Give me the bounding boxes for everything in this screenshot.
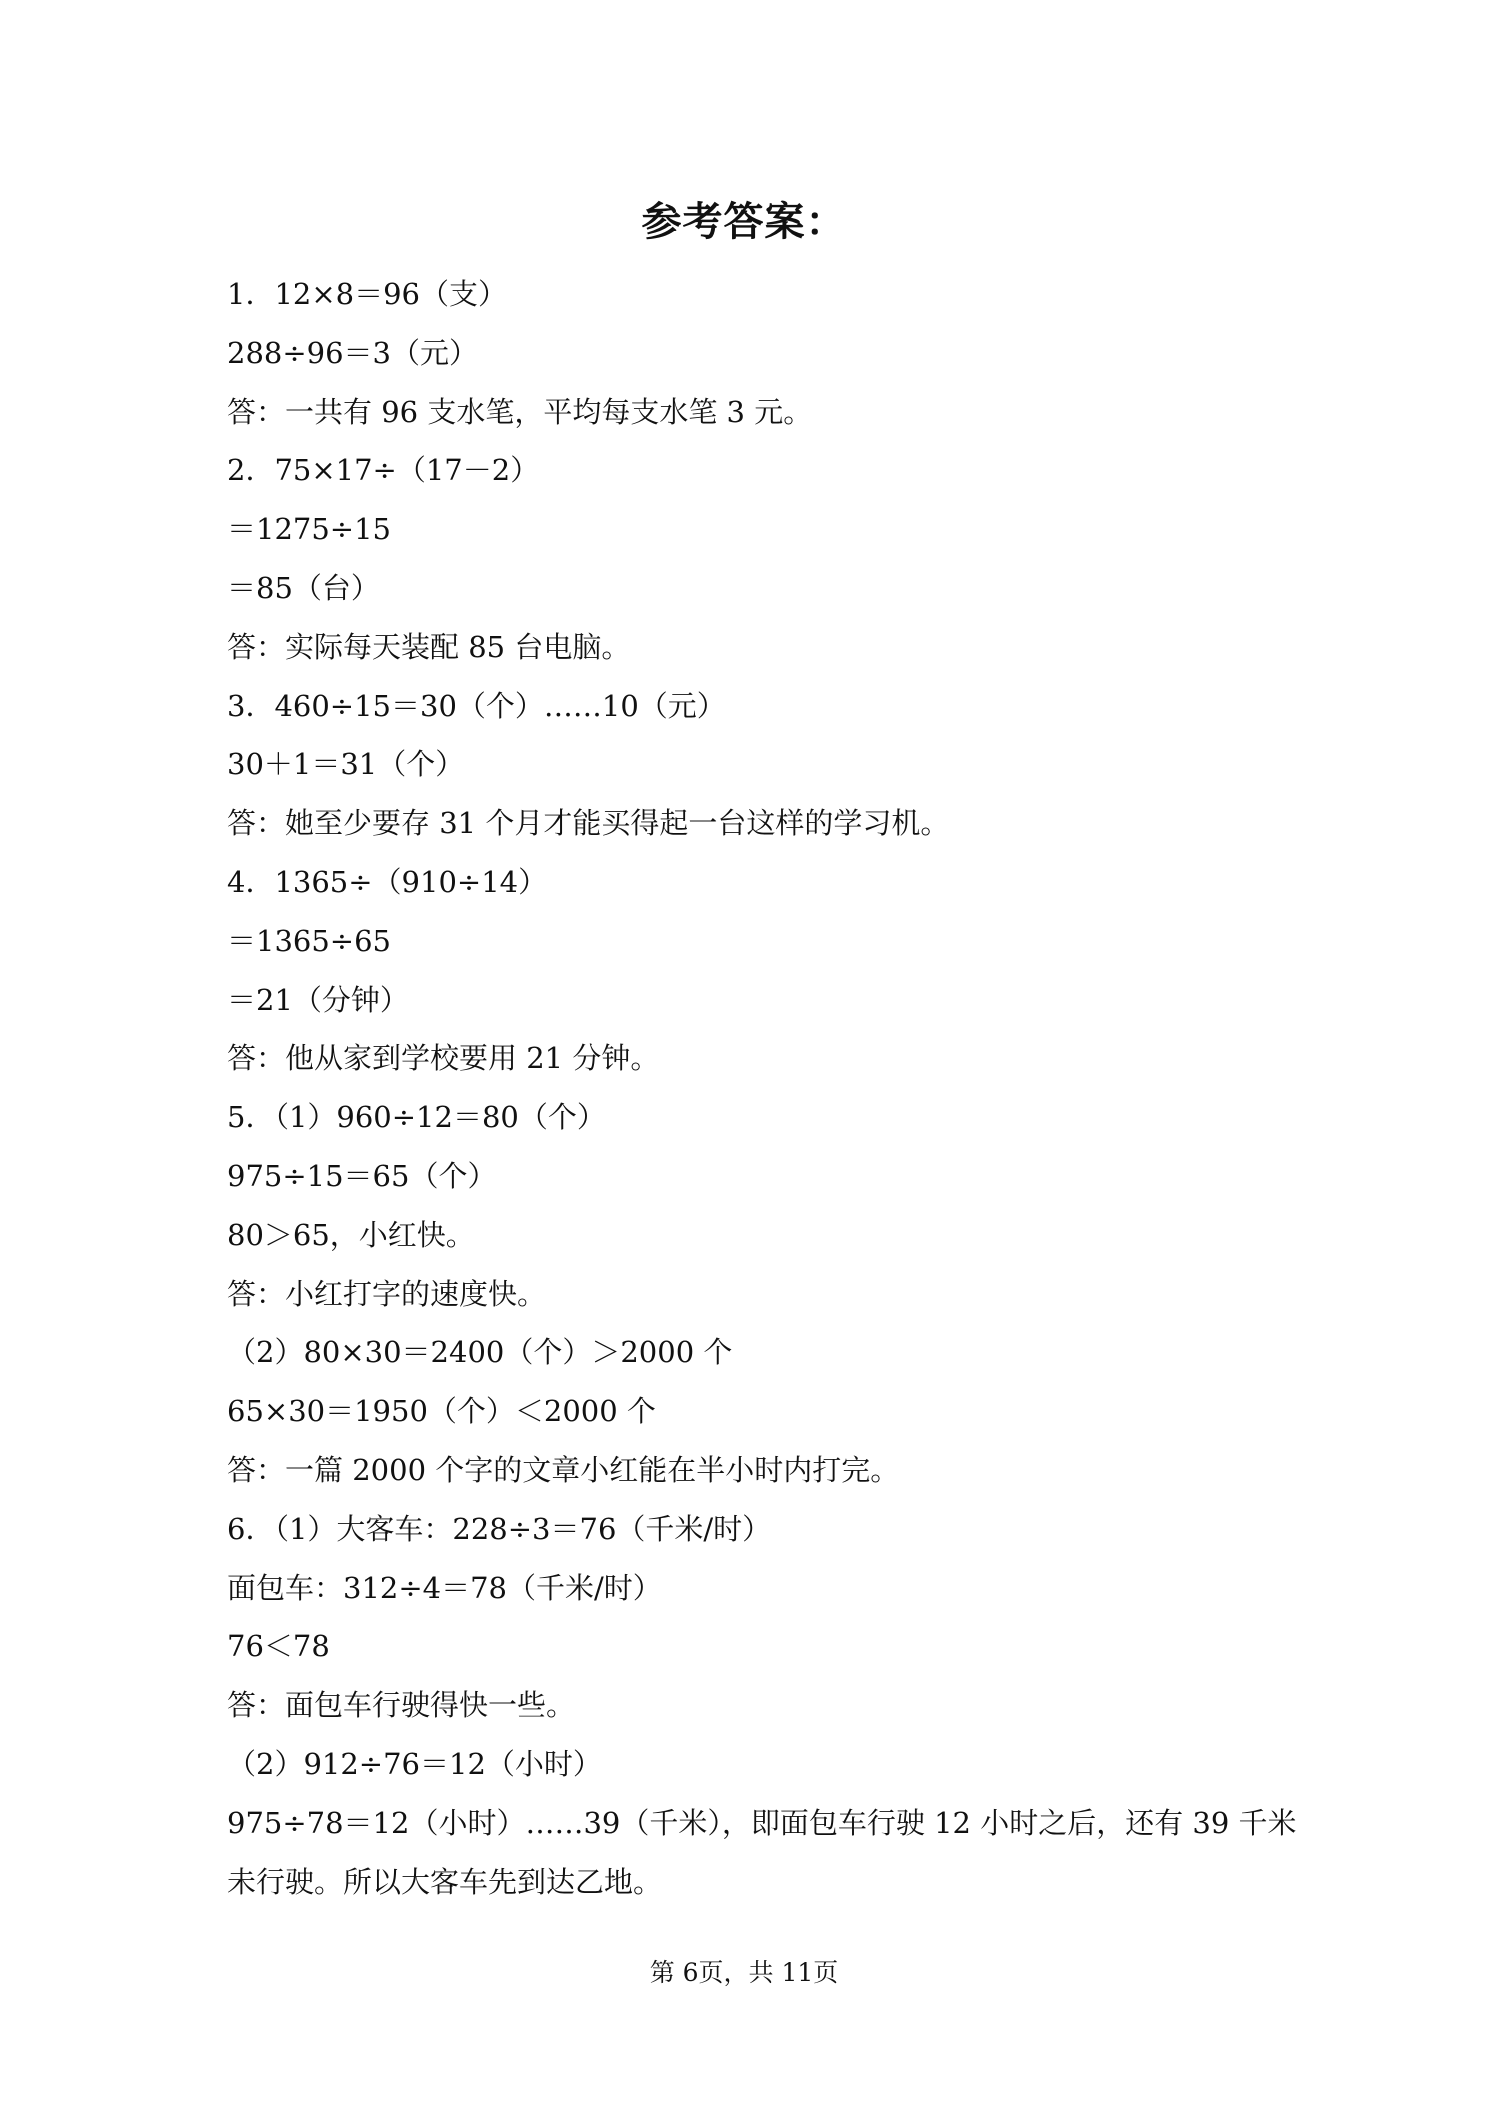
answer-line: 答：面包车行驶得快一些。 [227, 1688, 576, 1723]
answer-line: ＝1365÷65 [227, 923, 392, 958]
answer-line: 5．（1）960÷12＝80（个） [227, 1100, 606, 1135]
answer-line: 76＜78 [227, 1629, 330, 1664]
answer-line: 65×30＝1950（个）＜2000 个 [227, 1394, 656, 1429]
answer-line: 答：小红打字的速度快。 [227, 1276, 547, 1311]
answer-line: ＝85（台） [227, 570, 380, 605]
answer-line: ＝1275÷15 [227, 512, 392, 547]
answer-line: 288÷96＝3（元） [227, 335, 479, 370]
answer-line: 答：他从家到学校要用 21 分钟。 [227, 1041, 660, 1076]
answer-line: ＝21（分钟） [227, 982, 409, 1017]
answer-line: 3．460÷15＝30（个）……10（元） [227, 688, 726, 723]
answer-line: 30＋1＝31（个） [227, 747, 465, 782]
answer-line: 80＞65，小红快。 [227, 1217, 475, 1252]
page-title: 参考答案： [641, 199, 847, 245]
answer-line: 4．1365÷（910÷14） [227, 864, 548, 899]
answer-line: 答：一共有 96 支水笔，平均每支水笔 3 元。 [227, 394, 813, 429]
answer-line: 6．（1）大客车：228÷3＝76（千米/时） [227, 1511, 772, 1546]
answer-line: 2．75×17÷（17－2） [227, 453, 540, 488]
answer-line: （2）80×30＝2400（个）＞2000 个 [227, 1335, 733, 1370]
answer-line: 答：她至少要存 31 个月才能买得起一台这样的学习机。 [227, 806, 950, 841]
answer-line: 答：一篇 2000 个字的文章小红能在半小时内打完。 [227, 1452, 900, 1487]
answer-line: 答：实际每天装配 85 台电脑。 [227, 629, 631, 664]
answer-line: 面包车：312÷4＝78（千米/时） [227, 1570, 662, 1605]
answer-line: （2）912÷76＝12（小时） [227, 1746, 602, 1781]
page-footer: 第 6页，共 11页 [649, 1958, 839, 1987]
answer-content [227, 265, 1297, 1911]
answer-line: 1．12×8＝96（支） [227, 277, 508, 311]
answer-line: 975÷78＝12（小时）……39（千米），即面包车行驶 12 小时之后，还有 39 千米 [227, 1805, 1297, 1840]
answer-line: 975÷15＝65（个） [227, 1158, 497, 1193]
answer-line: 未行驶。所以大客车先到达乙地。 [227, 1864, 663, 1899]
